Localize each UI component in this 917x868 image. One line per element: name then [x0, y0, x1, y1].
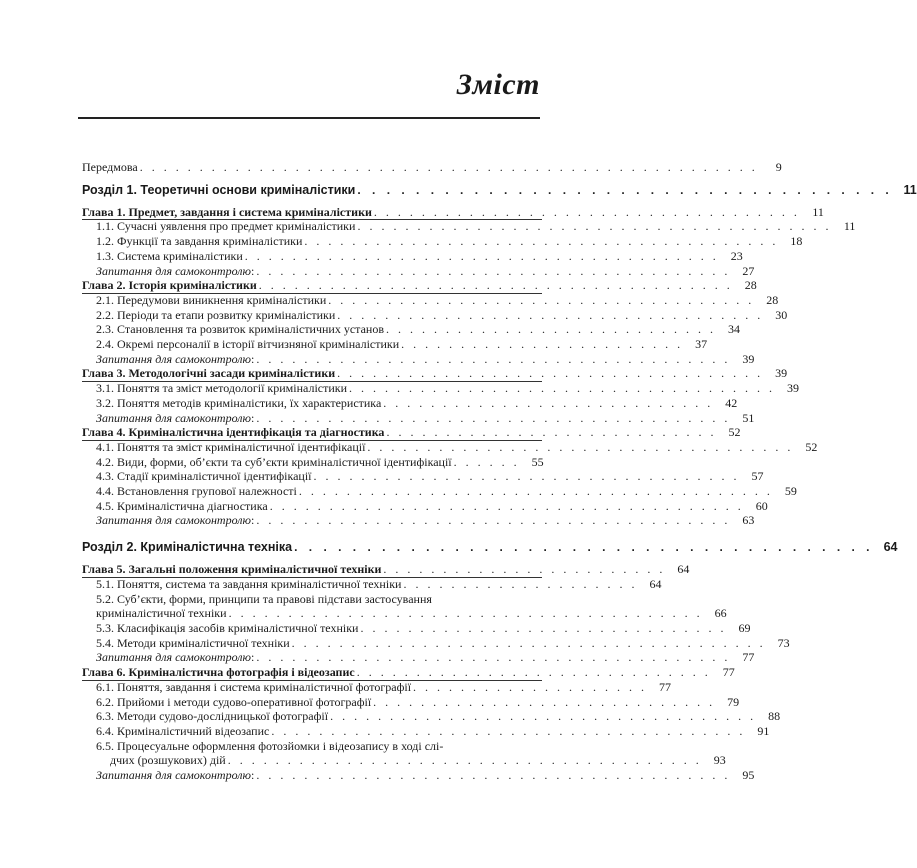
toc-label: 4.5. Криміналістична діагностика — [96, 498, 268, 513]
toc-page: 95 — [742, 768, 755, 783]
toc-label: Глава 5. Загальні положення криміналістичної техніки — [82, 562, 382, 577]
toc-page: 23 — [730, 248, 743, 263]
toc-page: 77 — [659, 679, 672, 694]
toc-page: 77 — [742, 650, 755, 665]
toc-page: 11 — [903, 182, 917, 197]
toc-label: Запитання для самоконтролю — [96, 768, 251, 783]
toc-label: 4.1. Поняття та зміст криміналістичної ідентифікації — [96, 439, 366, 454]
toc-questions[interactable]: Запитання для самоконтролю : . . . . . . . . . . . . . . . . . . . . . . . . . . . . . . . . . . . . . . . . 95 — [96, 768, 755, 783]
toc-questions[interactable]: Запитання для самоконтролю : . . . . . . . . . . . . . . . . . . . . . . . . . . . . . . . . . . . . . . . . 39 — [96, 351, 755, 366]
toc-item[interactable]: 6.1. Поняття, завдання і система криміналістичної фотографії . . . . . . . . . . . . . . . . . . . . 77 — [82, 680, 542, 695]
toc-page: 55 — [531, 454, 544, 469]
toc-label: Глава 3. Методологічні засади криміналістики — [82, 366, 336, 381]
toc-page: 88 — [768, 709, 781, 724]
toc-page: 73 — [777, 635, 790, 650]
toc-chapter-4[interactable]: Глава 4. Криміналістична ідентифікація та діагностика . . . . . . . . . . . . . . . . . . . . . . . . . . . . 52 — [82, 425, 741, 440]
toc-item[interactable]: 3.1. Поняття та зміст методології криміналістики . . . . . . . . . . . . . . . . . . . . . . . . . . . . . . . . . . . . 39 — [82, 381, 542, 396]
toc-item[interactable]: 2.3. Становлення та розвиток криміналістичних установ . . . . . . . . . . . . . . . . . . . . . . . . . . . . 34 — [82, 322, 542, 337]
toc-page: 63 — [742, 513, 755, 528]
toc-page: 64 — [649, 576, 662, 591]
toc-page: 64 — [883, 540, 898, 555]
toc-page: 66 — [714, 606, 727, 621]
toc-label: Глава 4. Криміналістична ідентифікація та діагностика — [82, 425, 385, 440]
toc-item[interactable]: 6.4. Криміналістичний відеозапис . . . . . . . . . . . . . . . . . . . . . . . . . . . . . . . . . . . . . . . . 91 — [82, 724, 542, 739]
toc-page: 59 — [784, 484, 797, 499]
toc-questions[interactable]: Запитання для самоконтролю : . . . . . . . . . . . . . . . . . . . . . . . . . . . . . . . . . . . . . . . . 63 — [96, 513, 755, 528]
toc-page: 39 — [775, 366, 788, 381]
toc-page: 27 — [742, 263, 755, 278]
toc-label: 6.4. Криміналістичний відеозапис — [96, 723, 270, 738]
toc-page: 91 — [757, 723, 770, 738]
toc-label: Запитання для самоконтролю — [96, 650, 251, 665]
toc-section-1[interactable]: Розділ 1. Теоретичні основи криміналістики . . . . . . . . . . . . . . . . . . . . . . . . . . . . . . . . . . . . . 11 — [82, 182, 917, 197]
toc-item[interactable]: 4.2. Види, форми, об’єкти та суб’єкти криміналістичної ідентифікації . . . . . . 55 — [82, 455, 542, 470]
toc-page: 42 — [725, 395, 738, 410]
toc-item[interactable]: 6.3. Методи судово-дослідницької фотографії . . . . . . . . . . . . . . . . . . . . . . . . . . . . . . . . . . . . 88 — [82, 709, 542, 724]
toc-chapter-6[interactable]: Глава 6. Криміналістична фотографія і відеозапис . . . . . . . . . . . . . . . . . . . . . . . . . . . . . . 77 — [82, 665, 735, 680]
toc-entry-preface[interactable]: Передмова . . . . . . . . . . . . . . . . . . . . . . . . . . . . . . . . . . . . . . . . . . . . . . . . . . . . 9 — [82, 160, 782, 174]
toc-label: 4.3. Стадії криміналістичної ідентифікації — [96, 469, 312, 484]
toc-label: 5.3. Класифікація засобів криміналістичної техніки — [96, 620, 359, 635]
toc-chapter-5[interactable]: Глава 5. Загальні положення криміналістичної техніки . . . . . . . . . . . . . . . . . . . . . . . . 64 — [82, 562, 690, 577]
toc-label: 2.4. Окремі персоналії в історії вітчизняної криміналістики — [96, 337, 400, 352]
toc-label: Запитання для самоконтролю — [96, 410, 251, 425]
toc-item[interactable]: 2.2. Періоди та етапи розвитку криміналістики . . . . . . . . . . . . . . . . . . . . . . . . . . . . . . . . . . . . 30 — [82, 308, 542, 323]
toc-label: Запитання для самоконтролю — [96, 513, 251, 528]
toc-item-multiline[interactable]: 6.5. Процесуальне оформлення фотозйомки і відеозапису в ході слі- дчих (розшукових) дій . . . . . . . . . . . . . . . . . . . . . . . . . . . . . . . . . . . . . . . . 93 — [96, 738, 726, 768]
table-of-contents — [82, 160, 917, 783]
toc-page: 28 — [766, 292, 779, 307]
toc-page: 60 — [755, 498, 768, 513]
toc-item[interactable]: 5.4. Методи криміналістичної техніки . . . . . . . . . . . . . . . . . . . . . . . . . . . . . . . . . . . . . . . . 73 — [82, 636, 542, 651]
toc-item[interactable]: 4.5. Криміналістична діагностика . . . . . . . . . . . . . . . . . . . . . . . . . . . . . . . . . . . . . . . . 60 — [82, 499, 542, 514]
toc-label: 4.4. Встановлення групової належності — [96, 484, 297, 499]
toc-label-line1: 6.5. Процесуальне оформлення фотозйомки і відеозапису в ході слі- — [96, 738, 444, 753]
toc-page: 52 — [728, 425, 741, 440]
toc-page: 28 — [744, 278, 757, 293]
toc-label: 6.1. Поняття, завдання і система криміналістичної фотографії — [96, 679, 412, 694]
toc-page: 79 — [727, 694, 740, 709]
toc-label: Передмова — [82, 160, 138, 174]
toc-page: 11 — [843, 219, 856, 234]
toc-page: 51 — [742, 410, 755, 425]
toc-label: Глава 2. Історія криміналістики — [82, 278, 257, 293]
toc-label: 1.2. Функції та завдання криміналістики — [96, 234, 303, 249]
toc-page: 30 — [775, 307, 788, 322]
toc-chapter-1[interactable]: Глава 1. Предмет, завдання і система криміналістики . . . . . . . . . . . . . . . . . . . . . . . . . . . . . . . . . . . . 11 — [82, 204, 824, 219]
toc-label: Запитання для самоконтролю — [96, 351, 251, 366]
toc-label: 3.1. Поняття та зміст методології криміналістики — [96, 381, 348, 396]
toc-page: 77 — [722, 665, 735, 680]
toc-label: Глава 6. Криміналістична фотографія і відеозапис — [82, 665, 355, 680]
toc-label: 3.2. Поняття методів криміналістики, їх характеристика — [96, 395, 382, 410]
toc-item[interactable]: 5.3. Класифікація засобів криміналістичної техніки . . . . . . . . . . . . . . . . . . . . . . . . . . . . . . . 69 — [82, 621, 542, 636]
toc-item[interactable]: 3.2. Поняття методів криміналістики, їх характеристика . . . . . . . . . . . . . . . . . . . . . . . . . . . . 42 — [82, 396, 542, 411]
toc-label: 6.2. Прийоми і методи судово-оперативної фотографії — [96, 694, 372, 709]
toc-questions[interactable]: Запитання для самоконтролю : . . . . . . . . . . . . . . . . . . . . . . . . . . . . . . . . . . . . . . . . 77 — [96, 650, 755, 665]
toc-page: 52 — [805, 439, 818, 454]
toc-page: 11 — [812, 204, 824, 219]
toc-page: 39 — [742, 351, 755, 366]
toc-item[interactable]: 1.2. Функції та завдання криміналістики . . . . . . . . . . . . . . . . . . . . . . . . . . . . . . . . . . . . . . . . 18 — [82, 234, 542, 249]
toc-label: Розділ 2. Криміналістична техніка — [82, 540, 293, 555]
toc-questions[interactable]: Запитання для самоконтролю : . . . . . . . . . . . . . . . . . . . . . . . . . . . . . . . . . . . . . . . . 51 — [96, 410, 755, 425]
toc-label: Запитання для самоконтролю — [96, 263, 251, 278]
toc-label-line2: криміналістичної техніки — [96, 606, 227, 621]
toc-item[interactable]: 4.3. Стадії криміналістичної ідентифікації . . . . . . . . . . . . . . . . . . . . . . . . . . . . . . . . . . . . 57 — [82, 469, 542, 484]
toc-page: 39 — [787, 381, 800, 396]
toc-label: 1.1. Сучасні уявлення про предмет криміналістики — [96, 219, 356, 234]
toc-chapter-2[interactable]: Глава 2. Історія криміналістики . . . . . . . . . . . . . . . . . . . . . . . . . . . . . . . . . . . . . . . . 28 — [82, 278, 757, 293]
toc-page: 18 — [790, 234, 803, 249]
toc-page: 93 — [713, 753, 726, 768]
toc-page: 34 — [728, 322, 740, 337]
toc-item[interactable]: 6.2. Прийоми і методи судово-оперативної фотографії . . . . . . . . . . . . . . . . . . . . . . . . . . . . . 79 — [82, 695, 542, 710]
toc-page: 57 — [751, 469, 764, 484]
toc-label: 5.1. Поняття, система та завдання криміналістичної техніки — [96, 576, 402, 591]
toc-label: Розділ 1. Теоретичні основи криміналістики — [82, 182, 356, 197]
toc-label: 1.3. Система криміналістики — [96, 248, 243, 263]
toc-item-multiline[interactable]: 5.2. Суб’єкти, форми, принципи та правові підстави застосування криміналістичної техніки . . . . . . . . . . . . . . . . . . . . . . . . . . . . . . . . . . . . . . . . 66 — [96, 591, 727, 621]
toc-label: 6.3. Методи судово-дослідницької фотографії — [96, 709, 329, 724]
toc-label-line2: дчих (розшукових) дій — [110, 753, 226, 768]
toc-page: 37 — [695, 337, 708, 352]
toc-label: 4.2. Види, форми, об’єкти та суб’єкти криміналістичної ідентифікації — [96, 454, 452, 469]
toc-page: 64 — [677, 562, 690, 577]
toc-item[interactable]: 1.1. Сучасні уявлення про предмет криміналістики . . . . . . . . . . . . . . . . . . . . . . . . . . . . . . . . . . . . . . . . 11 — [82, 219, 542, 234]
title-rule — [78, 117, 540, 119]
toc-questions[interactable]: Запитання для самоконтролю : . . . . . . . . . . . . . . . . . . . . . . . . . . . . . . . . . . . . . . . . 27 — [96, 263, 755, 278]
toc-item[interactable]: 2.1. Передумови виникнення криміналістики . . . . . . . . . . . . . . . . . . . . . . . . . . . . . . . . . . . . 28 — [82, 293, 542, 308]
toc-label-line1: 5.2. Суб’єкти, форми, принципи та правові підстави застосування — [96, 591, 432, 606]
toc-page: 9 — [775, 160, 782, 174]
toc-item[interactable]: 1.3. Система криміналістики . . . . . . . . . . . . . . . . . . . . . . . . . . . . . . . . . . . . . . . . 23 — [82, 249, 542, 264]
toc-item[interactable]: 4.4. Встановлення групової належності . . . . . . . . . . . . . . . . . . . . . . . . . . . . . . . . . . . . . . . . 59 — [82, 484, 542, 499]
toc-page: 69 — [738, 620, 751, 635]
toc-chapter-3[interactable]: Глава 3. Методологічні засади криміналістики . . . . . . . . . . . . . . . . . . . . . . . . . . . . . . . . . . . . 39 — [82, 366, 788, 381]
toc-item[interactable]: 4.1. Поняття та зміст криміналістичної ідентифікації . . . . . . . . . . . . . . . . . . . . . . . . . . . . . . . . . . . . 52 — [82, 440, 542, 455]
page-title: Зміст — [456, 68, 540, 101]
toc-label: 2.3. Становлення та розвиток криміналістичних установ — [96, 322, 384, 337]
toc-label: 2.2. Періоди та етапи розвитку криміналістики — [96, 307, 336, 322]
toc-label: Глава 1. Предмет, завдання і система криміналістики — [82, 204, 372, 219]
toc-section-2[interactable]: Розділ 2. Криміналістична техніка . . . . . . . . . . . . . . . . . . . . . . . . . . . . . . . . . . . . . . . . 64 — [82, 540, 898, 555]
toc-item[interactable]: 5.1. Поняття, система та завдання криміналістичної техніки . . . . . . . . . . . . . . . . . . . . 64 — [82, 577, 542, 592]
toc-label: 5.4. Методи криміналістичної техніки — [96, 635, 290, 650]
toc-item[interactable]: 2.4. Окремі персоналії в історії вітчизняної криміналістики . . . . . . . . . . . . . . . . . . . . . . . . 37 — [82, 337, 542, 352]
toc-label: 2.1. Передумови виникнення криміналістики — [96, 292, 327, 307]
